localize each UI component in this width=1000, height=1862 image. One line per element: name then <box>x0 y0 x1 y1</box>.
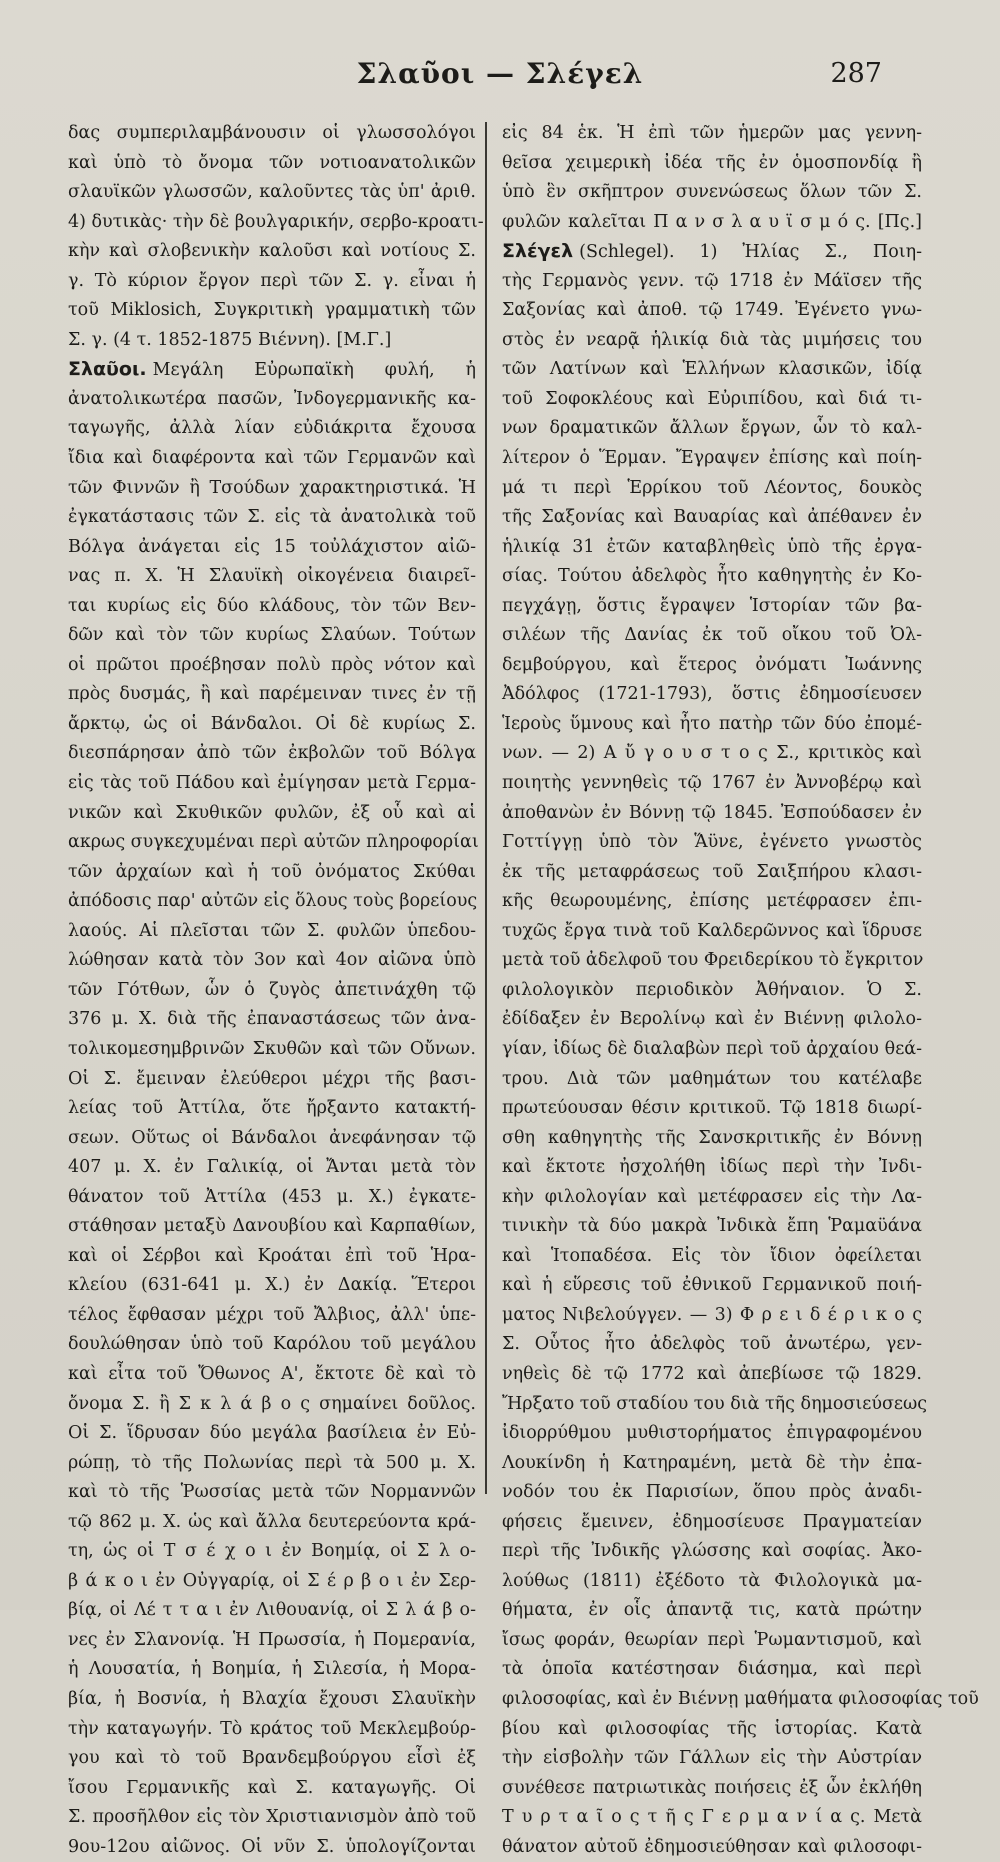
text-line: Οἱ Σ. ἵδρυσαν δύο μεγάλα βασίλεια ἐν Εὐ- <box>68 1423 476 1444</box>
text-line: καὶ ἔκτοτε ἠσχολήθη ἰδίως περὶ τὴν Ἰνδι- <box>502 1157 922 1178</box>
text-line: κὴν καὶ σλοβενικὴν καλοῦσι καὶ νοτίους Σ. <box>68 241 476 262</box>
text-line: διεσπάρησαν ἀπὸ τῶν ἐκβολῶν τοῦ Βόλγα <box>68 743 476 764</box>
text-line: τέλος ἔφθασαν μέχρι τοῦ Ἄλβιος, ἀλλ' ὑπε- <box>68 1304 476 1325</box>
text-line: Ἤρξατο τοῦ σταδίου του διὰ τῆς δημοσιεύσεως <box>502 1393 928 1414</box>
page-number: 287 <box>830 58 882 89</box>
entry-headword: Σλέγελ <box>502 240 574 263</box>
text-line: φυλῶν καλεῖται Π α ν σ λ α υ ϊ σ μ ό ς. [Πς.] <box>502 211 922 232</box>
text-line: Λουκίνδη ἡ Κατηραμένη, μετὰ δὲ τὴν ἐπα- <box>502 1452 922 1473</box>
text-line: Σαξονίας καὶ ἀποθ. τῷ 1749. Ἐγένετο γνω- <box>502 300 922 321</box>
text-line: λείας τοῦ Ἀττίλα, ὅτε ἤρξαντο κατακτή- <box>68 1098 476 1119</box>
text-line: ματος Νιβελούγγεν. — 3) Φ ρ ε ι δ έ ρ ι κ ο ς <box>502 1304 922 1325</box>
text-line: γίαν, ἰδίως δὲ διαλαβὼν περὶ τοῦ ἀρχαίου θεά- <box>502 1038 922 1059</box>
text-line: θήματα, ἐν οἷς ἀπαντᾷ τις, κατὰ πρώτην <box>502 1600 922 1621</box>
text-line: τινικὴν τὰ δύο μακρὰ Ἰνδικὰ ἔπη Ῥαμαϋάνα <box>502 1216 922 1237</box>
text-line: θάνατον τοῦ Ἀττίλα (453 μ. Χ.) ἐγκατε- <box>68 1186 476 1207</box>
text-line: μά τι περὶ Ἑρρίκου τοῦ Λέοντος, δουκὸς <box>502 477 922 498</box>
text-line: τὴς Γερμανὸς γενν. τῷ 1718 ἐν Μάϊσεν τῆς <box>502 270 922 291</box>
text-line: νων. — 2) Α ὔ γ ο υ σ τ ο ς Σ., κριτικὸς καὶ <box>502 743 922 764</box>
text-line: ακρως συγκεχυμέναι περὶ αὐτῶν πληροφορίαι <box>68 832 479 853</box>
text-line: λαούς. Αἱ πλεῖσται τῶν Σ. φυλῶν ὑπεδου- <box>68 920 476 941</box>
text-line: ἡ Λουσατία, ἡ Βοημία, ἡ Σιλεσία, ἡ Μορα- <box>68 1659 476 1680</box>
text-line: κλείου (631-641 μ. Χ.) ἐν Δακίᾳ. Ἕτεροι <box>68 1275 476 1296</box>
text-line: Σ. γ. (4 τ. 1852-1875 Βιέννη). [Μ.Γ.] <box>68 329 392 350</box>
headword-line <box>68 355 476 385</box>
text-line: νων δραματικῶν ἄλλων ἔργων, ὧν τὸ καλ- <box>502 418 922 439</box>
text-line: ἴσου Γερμανικῆς καὶ Σ. καταγωγῆς. Οἱ <box>68 1777 476 1798</box>
text-line: θεῖσα χειμερικὴ ἰδέα τῆς ἐν ὁμοσπονδίᾳ ἢ <box>502 152 922 173</box>
text-line: Τ υ ρ τ α ῖ ο ς τ ῆ ς Γ ε ρ μ α ν ί α ς. Μετὰ <box>502 1807 922 1828</box>
text-line: δουλώθησαν ὑπὸ τοῦ Καρόλου τοῦ μεγάλου <box>68 1334 476 1355</box>
text-line: τῆς Σαξονίας καὶ Βαυαρίας καὶ ἀπέθανεν ἐν <box>502 507 922 528</box>
text-line: φιλολογικὸν περιοδικὸν Ἀθήναιον. Ὁ Σ. <box>502 979 922 1000</box>
text-line: καὶ οἱ Σέρβοι καὶ Κροάται ἐπὶ τοῦ Ἡρα- <box>68 1245 476 1266</box>
text-line: οἱ πρῶτοι προέβησαν πολὺ πρὸς νότον καὶ <box>68 654 476 675</box>
text-line: λώθησαν κατὰ τὸν 3ον καὶ 4ον αἰῶνα ὑπὸ <box>68 950 476 971</box>
text-line: κῆς θεωρουμένης, ἐπίσης μετέφρασεν ἐπι- <box>502 891 922 912</box>
text-line: ἀποθανὼν ἐν Βόννῃ τῷ 1845. Ἐσπούδασεν ἐν <box>502 802 922 823</box>
text-line: καὶ εἶτα τοῦ Ὄθωνος Α', ἔκτοτε δὲ καὶ τὸ <box>68 1363 476 1384</box>
text-line: δας συμπεριλαμβάνουσιν οἱ γλωσσολόγοι <box>68 123 476 143</box>
text-line: μετὰ τοῦ ἀδελφοῦ του Φρειδερίκου τὸ ἔγκριτον <box>502 950 924 971</box>
text-line: εἰς τὰς τοῦ Πάδου καὶ ἐμίγησαν μετὰ Γερμα- <box>68 773 476 794</box>
text-line: τῷ 862 μ. Χ. ὡς καὶ ἄλλα δευτερεύοντα κρά- <box>68 1511 476 1532</box>
text-line: Σ. προσῆλθον εἰς τὸν Χριστιανισμὸν ἀπὸ τοῦ <box>68 1807 476 1828</box>
text-line: γ. Τὸ κύριον ἔργον περὶ τῶν Σ. γ. εἶναι ἡ <box>68 270 476 291</box>
text-line: τὴν εἰσβολὴν τῶν Γάλλων εἰς τὴν Αὐστρίαν <box>502 1748 922 1769</box>
text-line: ἐγκατάστασις τῶν Σ. εἰς τὰ ἀνατολικὰ τοῦ <box>68 507 476 528</box>
text-line: Σ. Οὗτος ἦτο ἀδελφὸς τοῦ ἀνωτέρω, γεν- <box>502 1334 922 1355</box>
column-divider <box>485 122 487 1494</box>
text-line: γου καὶ τὸ τοῦ Βρανδεμβούργου εἶσὶ ἐξ <box>68 1748 476 1769</box>
text-line: καὶ Ἱτοπαδέσα. Εἰς τὸν ἴδιον ὀφείλεται <box>502 1245 922 1266</box>
headword-line <box>502 237 922 267</box>
text-line: δῶν καὶ τὸν τῶν κυρίως Σλαύων. Τούτων <box>68 625 476 646</box>
text-line: φήσεις ἔμεινεν, ἐδημοσίευσε Πραγματείαν <box>502 1511 922 1532</box>
text-line: δεμβούργου, καὶ ἕτερος ὀνόματι Ἰωάννης <box>502 654 922 675</box>
text-line: τῶν Γότθων, ὧν ὁ ζυγὸς ἀπετινάχθη τῷ <box>68 979 476 1000</box>
entry-headword: Σλαῦοι. <box>68 358 147 381</box>
text-line: νηθεὶς δὲ τῷ 1772 καὶ ἀπεβίωσε τῷ 1829. <box>502 1363 922 1384</box>
text-line: ταγωγῆς, ἀλλὰ λίαν εὐδιάκριτα ἔχουσα <box>68 418 476 439</box>
headword-line-text: Μεγάλη Εὐρωπαϊκὴ φυλή, ἡ <box>152 360 476 381</box>
text-line: τῶν ἀρχαίων καὶ ἡ τοῦ ὀνόματος Σκύθαι <box>68 861 476 882</box>
text-line: βίου καὶ φιλοσοφίας τῆς ἱστορίας. Κατὰ <box>502 1718 922 1739</box>
text-line: νας π. Χ. Ἡ Σλαυϊκὴ οἰκογένεια διαιρεῖ- <box>68 566 476 587</box>
text-line: πρὸς δυσμάς, ἢ καὶ παρέμειναν τινες ἐν τῇ <box>68 684 476 705</box>
text-line: Ἱεροὺς ὕμνους καὶ ἦτο πατὴρ τῶν δύο ἐπομέ- <box>502 713 922 734</box>
text-line: τη, ὡς οἱ Τ σ έ χ ο ι ἐν Βοημίᾳ, οἱ Σ λ ο- <box>68 1541 476 1562</box>
text-line: καὶ ἡ εὕρεσις τοῦ ἐθνικοῦ Γερμανικοῦ ποιή- <box>502 1275 922 1296</box>
text-line: ἡλικίᾳ 31 ἐτῶν καταβληθεὶς ὑπὸ τῆς ἐργα- <box>502 536 922 557</box>
text-line: ρώπῃ, τὸ τῆς Πολωνίας περὶ τὰ 500 μ. Χ. <box>68 1452 476 1473</box>
headword-line-text: (Schlegel). 1) Ἠλίας Σ., Ποιη- <box>579 242 922 263</box>
text-line: στάθησαν μεταξὺ Δανουβίου καὶ Καρπαθίων, <box>68 1216 476 1237</box>
running-header: Σλαῦοι — Σλέγελ <box>356 57 644 90</box>
text-line: λούθως (1811) ἐξέδοτο τὰ Φιλολογικὰ μα- <box>502 1570 922 1591</box>
text-line: ὑπὸ ἓν σκῆπτρον συνενώσεως ὅλων τῶν Σ. <box>502 182 922 203</box>
right-column-lines-part1 <box>502 119 922 237</box>
text-line: 4) δυτικὰς· τὴν δὲ βουλγαρικήν, σερβο-κροατι- <box>68 211 484 232</box>
text-line: 376 μ. Χ. διὰ τῆς ἐπαναστάσεως τῶν ἀνα- <box>68 1009 476 1030</box>
left-column-lines-part2 <box>68 385 479 1862</box>
text-line: τὰ ὁποῖα κατέστησαν διάσημα, καὶ περὶ <box>502 1659 922 1680</box>
text-line: θάνατον αὐτοῦ ἐδημοσιεύθησαν καὶ φιλοσοφι- <box>502 1836 922 1857</box>
text-line: σθη καθηγητὴς τῆς Σανσκριτικῆς ἐν Βόννῃ <box>502 1127 922 1148</box>
text-line: ἐδίδαξεν ἐν Βερολίνῳ καὶ ἐν Βιέννῃ φιλολο- <box>502 1009 922 1030</box>
text-line: νες ἐν Σλανονίᾳ. Ἡ Πρωσσία, ἡ Πομερανία, <box>68 1629 476 1650</box>
text-line: ἀπόδοσις παρ' αὐτῶν εἰς ὅλους τοὺς βορείους <box>68 891 478 912</box>
text-line: τῶν Φιννῶν ἢ Τσούδων χαρακτηριστικά. Ἡ <box>68 477 476 498</box>
text-line: τῶν Λατίνων καὶ Ἑλλήνων κλασικῶν, ἰδίᾳ <box>502 359 922 380</box>
left-column <box>68 119 484 1862</box>
text-line: τοῦ Σοφοκλέους καὶ Εὐριπίδου, καὶ διά τι- <box>502 388 922 409</box>
text-line: συνέθεσε πατριωτικὰς ποιήσεις ἐξ ὧν ἐκλήθη <box>502 1777 922 1798</box>
text-line: τὴν καταγωγήν. Τὸ κράτος τοῦ Μεκλεμβούρ- <box>68 1718 476 1739</box>
right-column-lines-part2 <box>502 267 979 1862</box>
text-line: 9ου-12ου αἰῶνος. Οἱ νῦν Σ. ὑπολογίζονται <box>68 1836 476 1857</box>
text-line: πρωτεύουσαν θέσιν κριτικοῦ. Τῷ 1818 διωρί- <box>502 1098 922 1119</box>
text-line: βία, ἡ Βοσνία, ἡ Βλαχία ἔχουσι Σλαυϊκὴν <box>68 1688 476 1709</box>
text-line: καὶ ὑπὸ τὸ ὄνομα τῶν νοτιοανατολικῶν <box>68 152 476 173</box>
text-line: τυχῶς ἔργα τινὰ τοῦ Καλδερῶννος καὶ ἵδρυσε <box>502 920 922 941</box>
left-column-lines-part1 <box>68 119 484 355</box>
text-line: ὄνομα Σ. ἢ Σ κ λ ά β ο ς σημαίνει δοῦλος. <box>68 1393 476 1414</box>
text-line: πεγχάγῃ, ὅστις ἔγραψεν Ἱστορίαν τῶν βα- <box>502 595 922 616</box>
text-line: τοῦ Miklosich, Συγκριτικὴ γραμματικὴ τῶν <box>68 300 476 321</box>
text-line: σίας. Τούτου ἀδελφὸς ἦτο καθηγητὴς ἐν Κο- <box>502 566 922 587</box>
text-line: νοδόν του ἐκ Παρισίων, ὅπου πρὸς ἀναδι- <box>502 1482 922 1503</box>
text-line: στὸς ἐν νεαρᾷ ἡλικίᾳ διὰ τὰς μιμήσεις του <box>502 329 922 350</box>
text-line: ται κυρίως εἰς δύο κλάδους, τὸν τῶν Βεν- <box>68 595 476 616</box>
text-line: φιλοσοφίας, καὶ ἐν Βιέννῃ μαθήματα φιλοσοφίας τοῦ <box>502 1688 979 1709</box>
text-line: Γοττίγγῃ ὑπὸ τὸν Ἅϋνε, ἐγένετο γνωστὸς <box>502 832 922 853</box>
text-line: νικῶν καὶ Σκυθικῶν φυλῶν, ἐξ οὗ καὶ αἱ <box>68 802 476 823</box>
text-line: βίᾳ, οἱ Λέ τ τ α ι ἐν Λιθουανίᾳ, οἱ Σ λ ά β ο- <box>68 1600 476 1621</box>
text-line: λίτερον ὁ Ἕρμαν. Ἔγραψεν ἐπίσης καὶ ποίη- <box>502 448 922 469</box>
text-line: ἄρκτῳ, ὡς οἱ Βάνδαλοι. Οἱ δὲ κυρίως Σ. <box>68 713 476 734</box>
text-line: τολικομεσημβρινῶν Σκυθῶν καὶ τῶν Οὔνων. <box>68 1038 476 1059</box>
text-line: β ά κ ο ι ἐν Οὐγγαρίᾳ, οἱ Σ έ ρ β ο ι ἐν Σερ- <box>68 1570 476 1591</box>
text-line: ἴσως φοράν, θεωρίαν περὶ Ῥωμαντισμοῦ, καὶ <box>502 1629 922 1650</box>
text-line: 407 μ. Χ. ἐν Γαλικίᾳ, οἱ Ἄνται μετὰ τὸν <box>68 1157 476 1178</box>
text-line: εἰς 84 ἑκ. Ἡ ἐπὶ τῶν ἡμερῶν μας γεννη- <box>502 123 922 143</box>
text-line: ποιητὴς γεννηθεὶς τῷ 1767 ἐν Ἀννοβέρῳ καὶ <box>502 773 922 794</box>
text-line: τρου. Διὰ τῶν μαθημάτων του κατέλαβε <box>502 1068 922 1089</box>
text-line: Οἱ Σ. ἔμειναν ἐλεύθεροι μέχρι τῆς βασι- <box>68 1068 476 1089</box>
right-column <box>502 119 979 1862</box>
text-line: σιλέων τῆς Δανίας ἐκ τοῦ οἴκου τοῦ Ὀλ- <box>502 625 922 646</box>
text-line: ἐκ τῆς μεταφράσεως τοῦ Σαιξπήρου κλασι- <box>502 861 922 882</box>
text-line: ἰδιορρύθμου μυθιστορήματος ἐπιγραφομένου <box>502 1423 922 1444</box>
text-line: σλαυϊκῶν γλωσσῶν, καλοῦντες τὰς ὑπ' ἀριθ. <box>68 182 476 203</box>
text-line: περὶ τῆς Ἰνδικῆς γλώσσης καὶ σοφίας. Ἀκο- <box>502 1541 922 1562</box>
text-line: κὴν φιλολογίαν καὶ μετέφρασεν εἰς τὴν Λα- <box>502 1186 922 1207</box>
text-line: Ἀδόλφος (1721-1793), ὅστις ἐδημοσίευσεν <box>502 684 922 705</box>
text-line: Βόλγα ἀνάγεται εἰς 15 τοὐλάχιστον αἰῶ- <box>68 536 476 557</box>
text-line: ἴδια καὶ διαφέροντα καὶ τῶν Γερμανῶν καὶ <box>68 448 476 469</box>
text-line: σεων. Οὕτως οἱ Βάνδαλοι ἀνεφάνησαν τῷ <box>68 1127 476 1148</box>
text-line: ἀνατολικωτέρα πασῶν, Ἰνδογερμανικῆς κα- <box>68 388 476 409</box>
text-line: καὶ τὸ τῆς Ῥωσσίας μετὰ τῶν Νορμαννῶν <box>68 1482 476 1503</box>
